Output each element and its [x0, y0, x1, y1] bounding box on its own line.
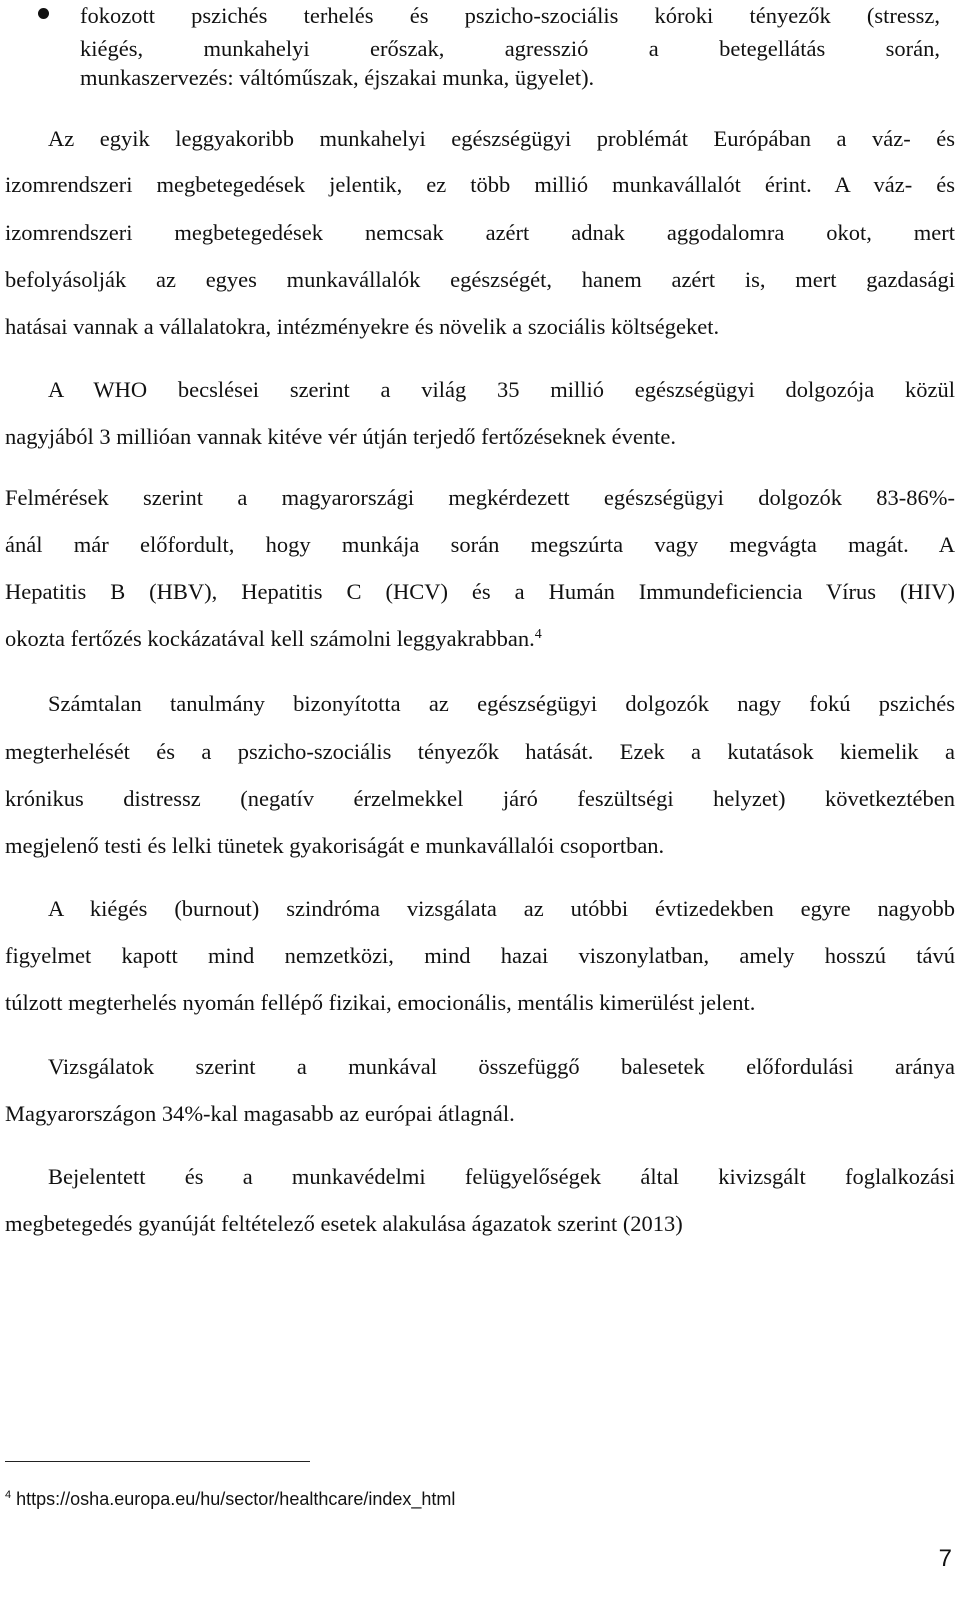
page-number: 7: [938, 1545, 952, 1572]
paragraph-line: nagyjából 3 millióan vannak kitéve vér útján terjedő fertőzéseknek évente.: [5, 424, 676, 449]
paragraph-line: [5, 624, 960, 654]
paragraph-line: izomrendszeri megbetegedések jelentik, ez több millió munkavállalót érint. A váz- és: [5, 172, 955, 197]
paragraph-line: Vizsgálatok szerint a munkával összefüggő balesetek előfordulási aránya: [48, 1054, 955, 1079]
bullet-line: munkaszervezés: váltóműszak, éjszakai munka, ügyelet).: [80, 65, 595, 90]
footnote-divider: [5, 1461, 310, 1462]
paragraph-line: megjelenő testi és lelki tünetek gyakoriságát e munkavállalói csoportban.: [5, 833, 665, 858]
paragraph-line: ánál már előfordult, hogy munkája során megszúrta vagy megvágta magát. A: [5, 532, 955, 557]
paragraph-line: Magyarországon 34%-kal magasabb az európai átlagnál.: [5, 1101, 515, 1126]
paragraph-text: okozta fertőzés kockázatával kell számolni leggyakrabban.: [5, 626, 535, 651]
footnote-reference[interactable]: 4: [534, 627, 542, 642]
paragraph-line: hatásai vannak a vállalatokra, intézményekre és növelik a szociális költségeket.: [5, 314, 720, 339]
paragraph-line: megbetegedés gyanúját feltételező esetek alakulása ágazatok szerint (2013): [5, 1211, 683, 1236]
paragraph-line: izomrendszeri megbetegedések nemcsak azért adnak aggodalomra okot, mert: [5, 220, 955, 245]
footnote-link[interactable]: https://osha.europa.eu/hu/sector/healthcare/index_html: [16, 1489, 456, 1509]
bullet-icon: [38, 8, 49, 19]
paragraph-line: Számtalan tanulmány bizonyította az egészségügyi dolgozók nagy fokú pszichés: [48, 691, 955, 716]
paragraph-line: Felmérések szerint a magyarországi megkérdezett egészségügyi dolgozók 83-86%-: [5, 485, 955, 510]
paragraph-line: A kiégés (burnout) szindróma vizsgálata az utóbbi évtizedekben egyre nagyobb: [48, 896, 955, 921]
paragraph-line: Bejelentett és a munkavédelmi felügyelőségek által kivizsgált foglalkozási: [48, 1164, 955, 1189]
paragraph-line: krónikus distressz (negatív érzelmekkel járó feszültségi helyzet) következtében: [5, 786, 955, 811]
paragraph-line: Az egyik leggyakoribb munkahelyi egészségügyi problémát Európában a váz- és: [48, 126, 955, 151]
paragraph-line: Hepatitis B (HBV), Hepatitis C (HCV) és a Humán Immundeficiencia Vírus (HIV): [5, 579, 955, 604]
footnote-marker: 4: [5, 1489, 12, 1501]
paragraph-line: A WHO becslései szerint a világ 35 millió egészségügyi dolgozója közül: [48, 377, 955, 402]
paragraph-line: figyelmet kapott mind nemzetközi, mind hazai viszonylatban, amely hosszú távú: [5, 943, 955, 968]
paragraph-line: túlzott megterhelés nyomán fellépő fizikai, emocionális, mentális kimerülést jelent.: [5, 990, 756, 1015]
paragraph-line: megterhelését és a pszicho-szociális tényezők hatását. Ezek a kutatások kiemelik a: [5, 739, 955, 764]
paragraph-line: befolyásolják az egyes munkavállalók egészségét, hanem azért is, mert gazdasági: [5, 267, 955, 292]
bullet-line: fokozott pszichés terhelés és pszicho-szociális kóroki tényezők (stressz,: [80, 3, 940, 28]
footnote: [5, 1484, 455, 1510]
bullet-line: kiégés, munkahelyi erőszak, agresszió a betegellátás során,: [80, 36, 940, 61]
